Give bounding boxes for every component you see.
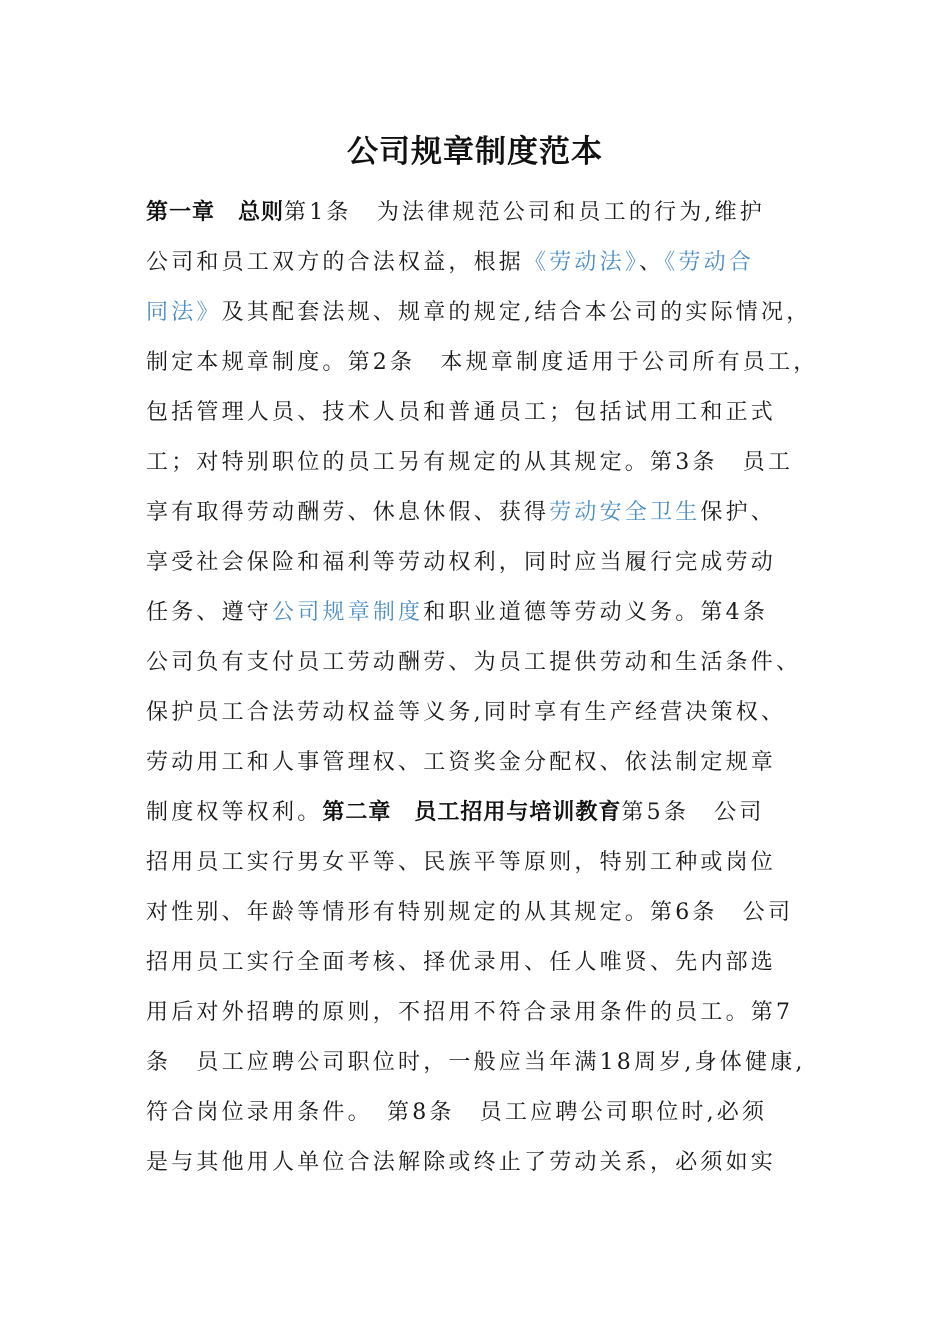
text-span: 公司和员工双方的合法权益，根据 xyxy=(146,250,525,275)
text-span: 第1条 为法律规范公司和员工的行为,维护 xyxy=(284,200,766,225)
text-line xyxy=(146,288,826,338)
text-line xyxy=(146,488,826,538)
text-line: 是与其他用人单位合法解除或终止了劳动关系，必须如实 xyxy=(146,1150,777,1175)
labor-contract-law-link-cont[interactable]: 同法》 xyxy=(146,300,222,325)
text-span: 及其配套法规、规章的规定,结合本公司的实际情况， xyxy=(221,300,812,325)
text-line xyxy=(146,588,826,638)
labor-safety-link[interactable]: 劳动安全卫生 xyxy=(549,500,701,525)
text-line: 保护员工合法劳动权益等义务,同时享有生产经营决策权、 xyxy=(146,700,787,725)
chapter-heading-1: 第一章 总则 xyxy=(146,200,285,225)
text-span: 制度权等权利。 xyxy=(146,800,323,825)
text-line: 工；对特别职位的员工另有规定的从其规定。第3条 员工 xyxy=(146,450,794,475)
text-line: 用后对外招聘的原则，不招用不符合录用条件的员工。第7 xyxy=(146,1000,794,1025)
document-title: 公司规章制度范本 xyxy=(347,134,603,170)
text-line: 招用员工实行男女平等、民族平等原则，特别工种或岗位 xyxy=(146,850,777,875)
company-rules-link[interactable]: 公司规章制度 xyxy=(272,600,424,625)
document-body xyxy=(146,188,826,1188)
text-line: 包括管理人员、技术人员和普通员工；包括试用工和正式 xyxy=(146,400,777,425)
text-span: 任务、遵守 xyxy=(146,600,273,625)
text-line xyxy=(146,238,826,288)
text-span: 保护、 xyxy=(700,500,777,525)
chapter-heading-2: 第二章 员工招用与培训教育 xyxy=(322,800,622,825)
text-span: 第5条 公司 xyxy=(621,800,765,825)
labor-contract-law-link[interactable]: 《劳动合 xyxy=(664,250,755,275)
labor-law-link[interactable]: 《劳动法》 xyxy=(524,250,640,275)
text-line: 符合岗位录用条件。 第8条 员工应聘公司职位时,必须 xyxy=(146,1100,768,1125)
text-line xyxy=(146,188,826,238)
text-line: 对性别、年龄等情形有特别规定的从其规定。第6条 公司 xyxy=(146,900,794,925)
text-span: 、 xyxy=(639,250,665,275)
text-line: 招用员工实行全面考核、择优录用、任人唯贤、先内部选 xyxy=(146,950,777,975)
text-line: 享受社会保险和福利等劳动权利，同时应当履行完成劳动 xyxy=(146,550,777,575)
text-line xyxy=(146,788,826,838)
text-line: 制定本规章制度。第2条 本规章制度适用于公司所有员工， xyxy=(146,350,819,375)
text-line: 公司负有支付员工劳动酬劳、为员工提供劳动和生活条件、 xyxy=(146,650,802,675)
text-span: 和职业道德等劳动义务。第4条 xyxy=(423,600,769,625)
text-line: 劳动用工和人事管理权、工资奖金分配权、依法制定规章 xyxy=(146,750,777,775)
text-line: 条 员工应聘公司职位时，一般应当年满18周岁,身体健康, xyxy=(146,1050,806,1075)
text-span: 享有取得劳动酬劳、休息休假、获得 xyxy=(146,500,550,525)
